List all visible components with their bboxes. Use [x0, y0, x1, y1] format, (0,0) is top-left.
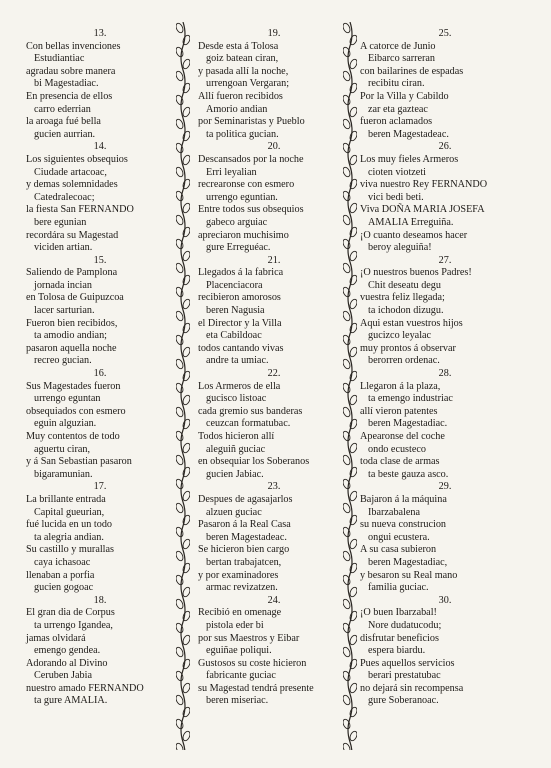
verse-line: bere egunian	[34, 216, 87, 228]
stanza-number: 29.	[438, 481, 452, 493]
column-1	[26, 28, 174, 708]
verse-line: Apearonse del coche	[360, 431, 445, 442]
vine-leaf	[343, 190, 351, 202]
verse-line: beren Magestadiac.	[368, 418, 448, 430]
vine-leaf	[349, 370, 357, 382]
verse-line: ta politica gucian.	[206, 128, 279, 140]
verse-line: alzuen guciac	[206, 506, 262, 518]
vine-leaf	[182, 322, 190, 334]
verse-line: gure Erreguéac.	[206, 242, 271, 254]
vine-leaf	[176, 622, 184, 634]
stanza-number: 20.	[267, 141, 281, 153]
column-3	[360, 28, 530, 708]
vine-leaf	[343, 718, 351, 730]
verse-line: Catedralecoac;	[34, 191, 95, 203]
verse-line: gucien aurrian.	[34, 128, 96, 140]
vine-leaf	[176, 334, 184, 346]
verse-line: obsequiados con esmero	[26, 405, 126, 417]
verse-line: viva nuestro Rey FERNANDO	[360, 179, 488, 191]
vine-leaf	[343, 142, 351, 154]
stanza-number: 15.	[93, 254, 107, 266]
stanza-number: 27.	[438, 254, 452, 266]
verse-line: Ciudade artacoac,	[34, 166, 107, 178]
verse-line: berari prestatubac	[368, 670, 441, 682]
stanza-number: 21.	[267, 254, 281, 266]
vine-leaf	[343, 286, 351, 298]
verse-line: Pues aquellos servicios	[360, 657, 455, 669]
vine-leaf	[349, 418, 357, 430]
vine-leaf	[343, 526, 351, 538]
vine-leaf	[176, 430, 184, 442]
verse-line: y besaron su Real mano	[360, 569, 458, 581]
verse-line: carro ederrian	[34, 103, 91, 115]
vine-leaf	[182, 418, 190, 430]
verse-line: Chit deseatu degu	[368, 279, 441, 291]
vine-leaf	[349, 610, 357, 622]
verse-line: todos cantando vivas	[198, 342, 284, 354]
verse-line: Erri leyalian	[206, 166, 257, 178]
verse-line: disfrutar beneficios	[360, 632, 439, 644]
vine-leaf	[349, 130, 357, 142]
verse-line: la fiesta San FERNANDO	[26, 204, 134, 216]
verse-line: Recibió en omenage	[198, 607, 282, 619]
vine-leaf	[343, 574, 351, 586]
vine-leaf	[182, 466, 190, 478]
verse-line: el Director y la Villa	[198, 317, 282, 329]
verse-line: Adorando al Divino	[26, 657, 108, 669]
vine-leaf	[182, 514, 190, 526]
verse-line: eguin alguzian.	[34, 418, 97, 430]
stanza-number: 28.	[438, 368, 452, 380]
verse-line: recreo gucian.	[34, 355, 92, 367]
vine-leaf	[176, 46, 184, 58]
verse-line: aleguiñ guciac	[206, 443, 266, 455]
verse-line: Capital gueurian,	[34, 506, 105, 518]
verse-line: nuestro amado FERNANDO	[26, 682, 144, 694]
verse-line: Descansados por la noche	[198, 153, 304, 165]
verse-line: AMALIA Erreguiña.	[368, 216, 454, 228]
verse-line: goiz batean ciran,	[206, 53, 279, 65]
verse-line: en Tolosa de Guipuzcoa	[26, 292, 124, 304]
vine-leaf	[176, 526, 184, 538]
vine-leaf	[349, 658, 357, 670]
verse-line: vici bedi beti.	[368, 191, 424, 203]
verse-line: ongui ecustera.	[368, 531, 430, 543]
verse-line: Entre todos sus obsequios	[198, 204, 304, 216]
verse-line: familia guciac.	[368, 582, 429, 594]
verse-line: beren miseriac.	[206, 695, 269, 707]
verse-line: beren Magestadeac.	[368, 128, 449, 140]
vine-leaf	[176, 382, 184, 394]
verse-line: Ibarzabalena	[368, 506, 421, 518]
verse-line: Todos hicieron allí	[198, 431, 275, 442]
vine-leaf	[176, 286, 184, 298]
verse-line: en obsequiar los Soberanos	[198, 456, 310, 468]
verse-line: gucien Jabiac.	[206, 468, 264, 480]
column-2	[198, 28, 350, 708]
stanza-number: 23.	[267, 481, 281, 493]
verse-line: Los Armeros de ella	[198, 380, 281, 392]
vine-leaf	[182, 370, 190, 382]
verse-line: ondo ecusteco	[368, 443, 426, 455]
verse-line: Allí fueron recibidos	[198, 90, 283, 102]
verse-line: bigaramunian.	[34, 468, 93, 480]
verse-line: urrengo eguntan	[34, 393, 101, 405]
verse-line: eguiñae poliqui.	[206, 645, 272, 657]
vine-leaf	[343, 478, 351, 490]
verse-line: Se hicieron bien cargo	[198, 544, 290, 556]
verse-line: Fueron bien recibidos,	[26, 317, 118, 329]
vine-leaf	[343, 382, 351, 394]
vine-leaf	[182, 706, 190, 718]
verse-line: Viva DOÑA MARIA JOSEFA	[360, 204, 485, 216]
verse-line: jamas olvidará	[26, 632, 86, 644]
verse-line: Con bellas invenciones	[26, 40, 121, 52]
verse-line: su nueva construcion	[360, 519, 447, 531]
verse-line: urrengoan Vergaran;	[206, 78, 290, 90]
vine-divider-right	[343, 22, 357, 750]
vine-leaf	[349, 82, 357, 94]
vine-leaf	[176, 94, 184, 106]
vine-leaf	[182, 610, 190, 622]
verse-line: Bajaron á la máquina	[360, 493, 447, 505]
verse-line: fabricante guciac	[206, 670, 276, 682]
verse-line: Los muy fieles Armeros	[360, 153, 459, 165]
verse-line: Gustosos su coste hicieron	[198, 657, 307, 669]
vine-leaf	[182, 178, 190, 190]
vine-leaf	[349, 322, 357, 334]
verse-line: Eibarco sarreran	[368, 53, 436, 65]
verse-line: Desde esta á Tolosa	[198, 40, 279, 52]
verse-line: Sus Magestades fueron	[26, 380, 121, 392]
verse-line: espera biardu.	[368, 645, 426, 657]
vine-leaf	[176, 718, 184, 730]
stanza-number: 30.	[438, 594, 452, 606]
verse-line: toda clase de armas	[360, 456, 440, 468]
verse-line: Su castillo y murallas	[26, 544, 114, 556]
vine-leaf	[349, 562, 357, 574]
verse-line: pistola eder bi	[206, 619, 264, 631]
vine-leaf	[182, 274, 190, 286]
verse-line: fueron aclamados	[360, 116, 433, 128]
verse-line: beroy aleguiña!	[368, 242, 432, 254]
vine-leaf	[176, 478, 184, 490]
verse-line: apreciaron muchisimo	[198, 229, 289, 241]
stanza-number: 24.	[267, 594, 281, 606]
stanza-number: 13.	[93, 28, 107, 39]
verse-line: Saliendo de Pamplona	[26, 267, 118, 279]
verse-line: En presencia de ellos	[26, 90, 113, 102]
vine-leaf	[176, 238, 184, 250]
verse-line: muy prontos á observar	[360, 342, 456, 354]
vine-leaf	[349, 274, 357, 286]
verse-line: eta Cabildoac	[206, 330, 262, 342]
verse-line: y pasada allí la noche,	[198, 65, 289, 77]
vine-leaf	[343, 430, 351, 442]
verse-line: por sus Maestros y Eibar	[198, 632, 300, 644]
verse-line: ta ichodon dizugu.	[368, 305, 444, 317]
stanza-number: 17.	[93, 481, 107, 493]
vine-leaf	[349, 34, 357, 46]
verse-line: no dejará sin recompensa	[360, 682, 464, 694]
verse-line: El gran dia de Corpus	[26, 607, 115, 619]
stanza-number: 14.	[93, 141, 107, 153]
verse-line: beren Nagusia	[206, 305, 265, 317]
verse-line: allí vieron patentes	[360, 405, 438, 417]
verse-line: ta emengo industriac	[368, 393, 453, 405]
verse-line: cada gremio sus banderas	[198, 405, 303, 417]
verse-line: ceuzcan formatubac.	[206, 418, 291, 430]
verse-line: gabeco arguiac	[206, 216, 268, 228]
verse-line: A su casa subieron	[360, 544, 437, 556]
vine-leaf	[343, 94, 351, 106]
stanza-number: 26.	[438, 141, 452, 153]
vine-leaf	[343, 670, 351, 682]
verse-line: aguertu ciran,	[34, 443, 91, 455]
verse-line: su Magestad tendrá presente	[198, 682, 314, 694]
verse-line: recibitu ciran.	[368, 78, 425, 90]
verse-line: emengo gendea.	[34, 645, 101, 657]
stanza-number: 19.	[267, 28, 281, 39]
verse-line: Nore dudatucodu;	[368, 619, 442, 631]
vine-leaf	[176, 190, 184, 202]
verse-line: gure Soberanoac.	[368, 695, 439, 707]
verse-line: gucisco listoac	[206, 393, 267, 405]
verse-line: y por examinadores	[198, 569, 279, 581]
verse-line: agradau sobre manera	[26, 65, 116, 77]
verse-line: ta beste gauza asco.	[368, 468, 449, 480]
vine-leaf	[182, 658, 190, 670]
verse-line: caya ichasoac	[34, 556, 91, 568]
verse-line: berorren ordenac.	[368, 355, 440, 367]
verse-line: Por la Villa y Cabildo	[360, 90, 449, 102]
verse-line: Placenciacora	[206, 279, 263, 291]
verse-line: bi Magestadiac.	[34, 78, 99, 90]
vine-leaf	[349, 178, 357, 190]
vine-leaf	[349, 466, 357, 478]
stanza-number: 25.	[438, 28, 452, 39]
verse-line: con bailarines de espadas	[360, 65, 464, 77]
stanza-number: 16.	[93, 368, 107, 380]
verse-line: Ceruben Jabia	[34, 670, 92, 682]
verse-line: ¡O cuanto deseamos hacer	[360, 229, 468, 241]
verse-line: fué lucida en un todo	[26, 519, 113, 531]
vine-leaf	[182, 226, 190, 238]
vine-leaf	[343, 238, 351, 250]
verse-line: ta alegria andian.	[34, 531, 104, 543]
verse-line: andre ta umiac.	[206, 355, 269, 367]
verse-line: ta amodio andian;	[34, 330, 107, 342]
verse-line: Muy contentos de todo	[26, 431, 120, 442]
verse-line: ta urrengo Igandea,	[34, 619, 113, 631]
verse-line: recibieron amorosos	[198, 292, 281, 304]
verse-line: recrearonse con esmero	[198, 179, 295, 191]
verse-line: gucien gogoac	[34, 582, 94, 594]
vine-leaf	[176, 574, 184, 586]
vine-leaf	[182, 34, 190, 46]
vine-leaf	[182, 130, 190, 142]
verse-line: por Seminaristas y Pueblo	[198, 116, 305, 128]
verse-line: cioten viotzeti	[368, 166, 426, 178]
vine-leaf	[349, 514, 357, 526]
verse-line: lacer sarturian.	[34, 305, 95, 317]
verse-line: y á San Sebastian pasaron	[26, 456, 132, 468]
vine-leaf	[176, 142, 184, 154]
verse-line: la aroaga fué bella	[26, 116, 101, 128]
verse-line: jornada incian	[34, 279, 92, 291]
verse-line: vuestra feliz llegada;	[360, 292, 445, 304]
verse-line: ta gure AMALIA.	[34, 695, 108, 707]
stanza-number: 22.	[267, 368, 281, 380]
vine-leaf	[176, 670, 184, 682]
verse-line: gucizco leyalac	[368, 330, 432, 342]
verse-line: Pasaron á la Real Casa	[198, 519, 291, 531]
verse-line: pasaron aquella noche	[26, 342, 117, 354]
verse-line: ¡O nuestros buenos Padres!	[360, 267, 472, 279]
verse-line: zar eta gazteac	[368, 103, 428, 115]
verse-line: A catorce de Junio	[360, 40, 436, 52]
vine-divider-left	[176, 22, 190, 750]
verse-line: viciden artian.	[34, 242, 93, 254]
verse-line: y demas solemnidades	[26, 179, 118, 191]
verse-line: Aqui estan vuestros hijos	[360, 317, 463, 329]
vine-leaf	[343, 46, 351, 58]
verse-line: urrengo eguntian.	[206, 191, 278, 203]
verse-line: Llegaron á la plaza,	[360, 380, 441, 392]
verse-line: bertan trabajatcen,	[206, 556, 282, 568]
vine-leaf	[182, 82, 190, 94]
verse-line: Estudiantiac	[34, 53, 85, 65]
verse-line: beren Magestadiac,	[368, 556, 448, 568]
verse-line: armac revizatzen.	[206, 582, 278, 594]
vine-leaf	[349, 706, 357, 718]
verse-line: Despues de agasajarlos	[198, 493, 293, 505]
vine-leaf	[349, 226, 357, 238]
stanza-number: 18.	[93, 594, 107, 606]
verse-line: llenaban a porfia	[26, 569, 95, 581]
verse-line: recordára su Magestad	[26, 229, 119, 241]
verse-line: ¡O buen Ibarzabal!	[360, 607, 437, 619]
verse-line: Llegados á la fabrica	[198, 267, 284, 279]
vine-leaf	[343, 622, 351, 634]
verse-line: La brillante entrada	[26, 493, 106, 505]
vine-leaf	[343, 334, 351, 346]
verse-line: Amorio andian	[206, 103, 268, 115]
verse-line: beren Magestadeac.	[206, 531, 287, 543]
vine-leaf	[182, 562, 190, 574]
verse-line: Los siguientes obsequios	[26, 153, 128, 165]
